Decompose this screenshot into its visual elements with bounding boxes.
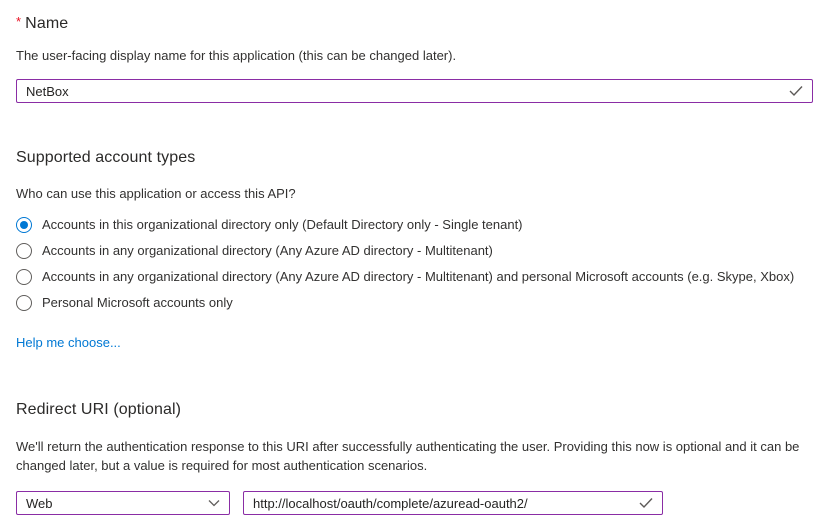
help-me-choose-link[interactable]: Help me choose... bbox=[16, 335, 121, 350]
valid-checkmark-icon bbox=[789, 86, 803, 97]
radio-personal-only[interactable] bbox=[16, 290, 813, 316]
platform-select-dropdown[interactable] bbox=[16, 491, 230, 515]
radio-button-icon bbox=[16, 269, 32, 285]
account-types-radio-group bbox=[16, 212, 813, 316]
platform-select-value: Web bbox=[26, 495, 53, 511]
account-types-question: Who can use this application or access this API? bbox=[16, 186, 296, 201]
radio-button-icon bbox=[16, 217, 32, 233]
name-label: Name bbox=[25, 15, 69, 32]
radio-multitenant-label: Accounts in any organizational directory (Any Azure AD directory - Multitenant) bbox=[42, 243, 493, 258]
radio-multitenant-personal-label: Accounts in any organizational directory (Any Azure AD directory - Multitenant) and personal Microsoft accounts (e.g. Skype, Xbox) bbox=[42, 269, 795, 284]
redirect-uri-input[interactable] bbox=[243, 491, 663, 515]
radio-multitenant[interactable] bbox=[16, 238, 813, 264]
valid-checkmark-icon bbox=[639, 498, 653, 509]
radio-single-tenant[interactable] bbox=[16, 212, 813, 238]
radio-button-icon bbox=[16, 295, 32, 311]
redirect-uri-section-title: Redirect URI (optional) bbox=[16, 401, 182, 418]
redirect-uri-description: We'll return the authentication response to this URI after successfully authenticating the user. Providing this now is optional and it can be changed later, but a value is required for most authentication scenarios. bbox=[16, 439, 800, 473]
redirect-uri-row bbox=[16, 491, 813, 515]
name-input-value: NetBox bbox=[26, 83, 69, 99]
name-input[interactable] bbox=[16, 79, 813, 103]
redirect-uri-input-value: http://localhost/oauth/complete/azuread-oauth2/ bbox=[253, 495, 528, 511]
account-types-section-title: Supported account types bbox=[16, 149, 196, 166]
name-section-title bbox=[16, 12, 813, 34]
required-asterisk: * bbox=[16, 14, 22, 29]
radio-button-icon bbox=[16, 243, 32, 259]
radio-multitenant-personal[interactable] bbox=[16, 264, 813, 290]
name-description: The user-facing display name for this application (this can be changed later). bbox=[16, 48, 457, 63]
radio-personal-only-label: Personal Microsoft accounts only bbox=[42, 295, 233, 310]
chevron-down-icon bbox=[208, 499, 220, 507]
radio-single-tenant-label: Accounts in this organizational directory only (Default Directory only - Single tenant) bbox=[42, 217, 523, 232]
